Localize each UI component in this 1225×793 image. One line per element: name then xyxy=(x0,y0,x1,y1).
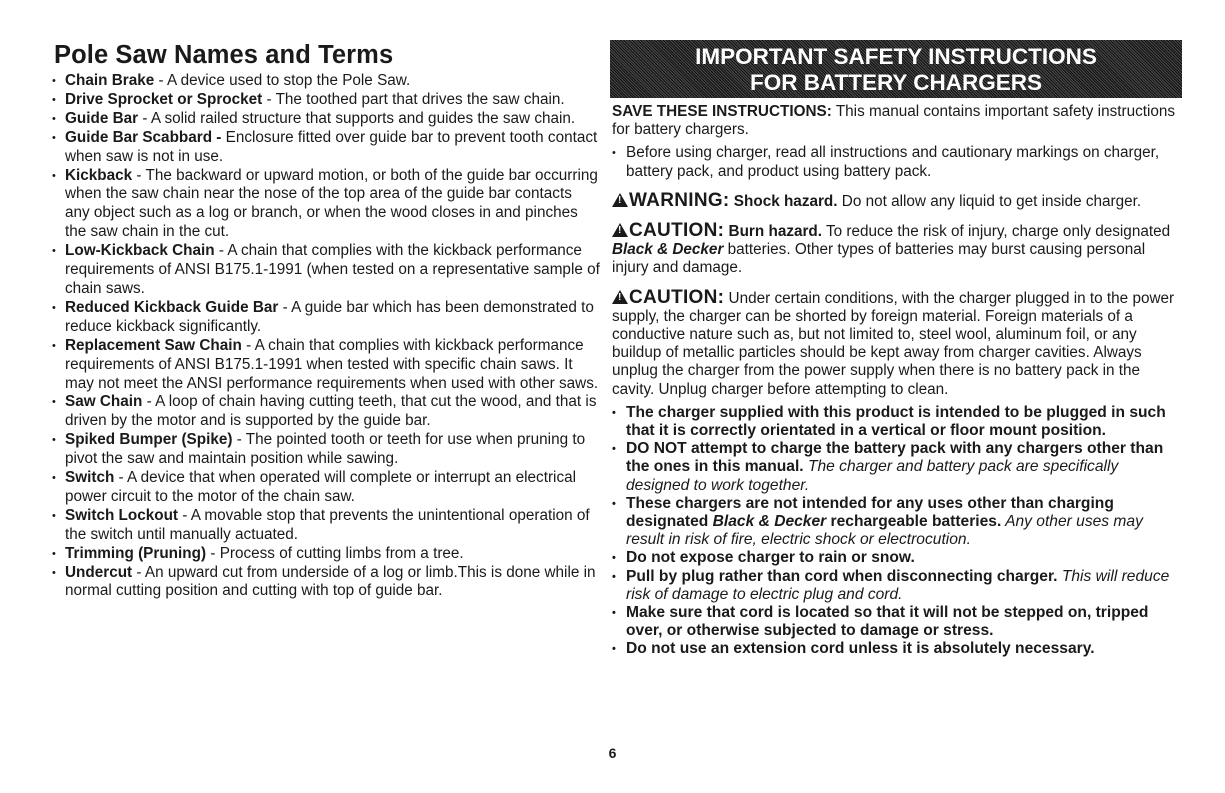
term-sep: - xyxy=(278,298,292,316)
term-definition: The backward or upward motion, or both of the guide bar occurring when the saw chain near the nose of the top area of the guide bar contacts any object such as a log or branch, or when the wood closes in and pinches the saw chain in the cut. xyxy=(65,166,598,241)
list-item xyxy=(52,431,600,469)
rule-italic: The charger and battery pack are specifically designed to work together. xyxy=(626,458,1119,494)
term-sep: - xyxy=(206,544,220,562)
term-name: Switch xyxy=(65,469,115,487)
list-item xyxy=(52,167,600,243)
charger-rules-list xyxy=(612,404,1180,659)
rule-italic: This will reduce risk of damage to electric plug and cord. xyxy=(626,567,1170,603)
term-definition: A loop of chain having cutting teeth, that cut the wood, and that is driven by the motor and is supported by the guide bar. xyxy=(65,393,597,430)
rule-italic: Any other uses may result in risk of fire, electric shock or electrocution. xyxy=(626,513,1143,549)
term-sep: - xyxy=(262,90,276,108)
term-name: Drive Sprocket or Sprocket xyxy=(65,90,263,108)
safety-banner xyxy=(610,40,1182,98)
caution-paragraph-2 xyxy=(612,286,1180,399)
list-item: • The charger supplied with this product is intended to be plugged in such that it is correctly orientated in a vertical or floor mount position. xyxy=(612,404,1180,440)
term-definition: A device that when operated will complete or interrupt an electrical power circuit to the motor of the chain saw. xyxy=(65,469,576,505)
save-label: SAVE THESE INSTRUCTIONS: xyxy=(612,103,832,120)
warning-triangle-icon xyxy=(612,193,628,207)
list-item xyxy=(52,299,600,337)
list-item xyxy=(612,495,1180,550)
term-name: Trimming (Pruning) xyxy=(65,544,207,562)
term-sep: - xyxy=(241,336,255,354)
warning-paragraph xyxy=(612,189,1180,211)
caution-hazard: Burn hazard. xyxy=(724,223,823,241)
brand-name: Black & Decker xyxy=(612,241,724,259)
section-title: Pole Saw Names and Terms xyxy=(54,41,394,69)
term-name: Guide Bar Scabbard - xyxy=(65,128,222,146)
rule-bold: rechargeable batteries. xyxy=(826,513,1002,531)
term-name: Kickback xyxy=(65,166,133,184)
list-item xyxy=(52,242,600,299)
term-definition: The pointed tooth or teeth for use when pruning to pivot the saw and maintain position while sawing. xyxy=(65,431,586,468)
caution-signal: CAUTION: xyxy=(629,286,725,308)
term-definition: A chain that complies with the kickback performance requirements of ANSI B175.1-1991 (when tested on a representative sample of chain saws. xyxy=(65,242,600,297)
warning-text: Do not allow any liquid to get inside charger. xyxy=(837,192,1142,210)
list-item xyxy=(52,72,600,91)
term-definition: A solid railed structure that supports and guides the saw chain. xyxy=(150,109,576,127)
caution-text: Under certain conditions, with the charger plugged in to the power supply, the charger can be shorted by foreign material. Foreign materials of a conductive nature such as, but not limited to, steel wool, aluminum foil, or any buildup of metallic particles should be kept away from charger cavities. Always unplug the charger from the power supply when there is no battery pack in the cavity. Unplug charger before attempting to clean. xyxy=(612,289,1175,398)
term-sep: - xyxy=(132,563,145,581)
list-item: • Do not expose charger to rain or snow. xyxy=(612,549,1180,567)
page-number: 6 xyxy=(608,745,617,761)
list-item: • Make sure that cord is located so that it will not be stepped on, tripped over, or otherwise subjected to damage or stress. xyxy=(612,604,1180,640)
right-column xyxy=(612,40,1180,659)
term-name: Low-Kickback Chain xyxy=(65,242,215,260)
term-name: Guide Bar xyxy=(65,109,139,127)
term-name: Reduced Kickback Guide Bar xyxy=(65,298,279,316)
term-sep: - xyxy=(178,506,191,524)
warning-signal: WARNING: xyxy=(629,189,730,211)
brand-name: Black & Decker xyxy=(712,513,827,531)
term-definition: A device used to stop the Pole Saw. xyxy=(167,72,411,89)
term-definition: A chain that complies with kickback performance requirements of ANSI B175.1-1991 when tested with specific chain saws. It may not meet the ANSI performance requirements when used with other saws. xyxy=(65,336,599,392)
list-item xyxy=(52,545,600,564)
save-instructions xyxy=(612,103,1180,139)
caution-paragraph-1 xyxy=(612,222,1180,278)
term-definition: Enclosure fitted over guide bar to prevent tooth contact when saw is not in use. xyxy=(65,128,598,165)
term-definition: Process of cutting limbs from a tree. xyxy=(219,544,464,562)
term-sep: - xyxy=(142,393,156,411)
term-sep: - xyxy=(232,431,246,449)
list-item: • Do not use an extension cord unless it is absolutely necessary. xyxy=(612,640,1180,658)
list-item xyxy=(612,568,1180,604)
term-definition: The toothed part that drives the saw chain. xyxy=(275,90,565,108)
term-name: Switch Lockout xyxy=(65,506,179,524)
list-item: • Before using charger, read all instructions and cautionary markings on charger, battery pack, and product using battery pack. xyxy=(612,144,1180,180)
term-name: Saw Chain xyxy=(65,393,143,411)
term-definition: A movable stop that prevents the unintentional operation of the switch until manually actuated. xyxy=(65,506,590,543)
term-sep: - xyxy=(132,166,146,184)
caution-text: To reduce the risk of injury, charge only designated xyxy=(822,223,1171,241)
warning-triangle-icon xyxy=(612,290,628,304)
rule-bold: Pull by plug rather than cord when disconnecting charger. xyxy=(626,567,1058,585)
list-item xyxy=(52,507,600,545)
term-name: Undercut xyxy=(65,563,133,581)
term-name: Replacement Saw Chain xyxy=(65,336,242,354)
terms-list xyxy=(52,72,600,601)
list-item xyxy=(52,110,600,129)
list-item xyxy=(52,564,600,602)
list-item xyxy=(52,129,600,167)
term-name: Chain Brake xyxy=(65,72,155,89)
caution-signal: CAUTION: xyxy=(629,220,725,242)
save-text: This manual contains important safety instructions for battery chargers. xyxy=(612,103,1176,139)
term-name: Spiked Bumper (Spike) xyxy=(65,431,233,449)
term-sep: - xyxy=(154,72,168,89)
term-definition: An upward cut from underside of a log or limb.This is done while in normal cutting position and cutting with top of guide bar. xyxy=(65,563,596,600)
before-list xyxy=(612,144,1180,180)
term-definition: A guide bar which has been demonstrated to reduce kickback significantly. xyxy=(65,298,594,335)
banner-line-1: IMPORTANT SAFETY INSTRUCTIONS xyxy=(695,44,1097,69)
list-item xyxy=(52,337,600,394)
banner-line-2: FOR BATTERY CHARGERS xyxy=(749,70,1043,95)
warning-hazard: Shock hazard. xyxy=(729,192,838,210)
list-item xyxy=(52,469,600,507)
rule-bold: These chargers are not intended for any uses other than charging designated xyxy=(626,494,1114,531)
rule-bold: DO NOT attempt to charge the battery pack with any chargers other than the ones in this manual. xyxy=(626,440,1164,476)
term-sep: - xyxy=(138,109,151,127)
caution-text: batteries. Other types of batteries may burst causing personal injury and damage. xyxy=(612,241,1146,277)
left-column xyxy=(52,40,600,601)
list-item xyxy=(52,393,600,431)
warning-triangle-icon xyxy=(612,223,628,237)
list-item xyxy=(612,440,1180,495)
term-sep: - xyxy=(114,469,128,487)
list-item xyxy=(52,91,600,110)
term-sep: - xyxy=(214,242,228,260)
